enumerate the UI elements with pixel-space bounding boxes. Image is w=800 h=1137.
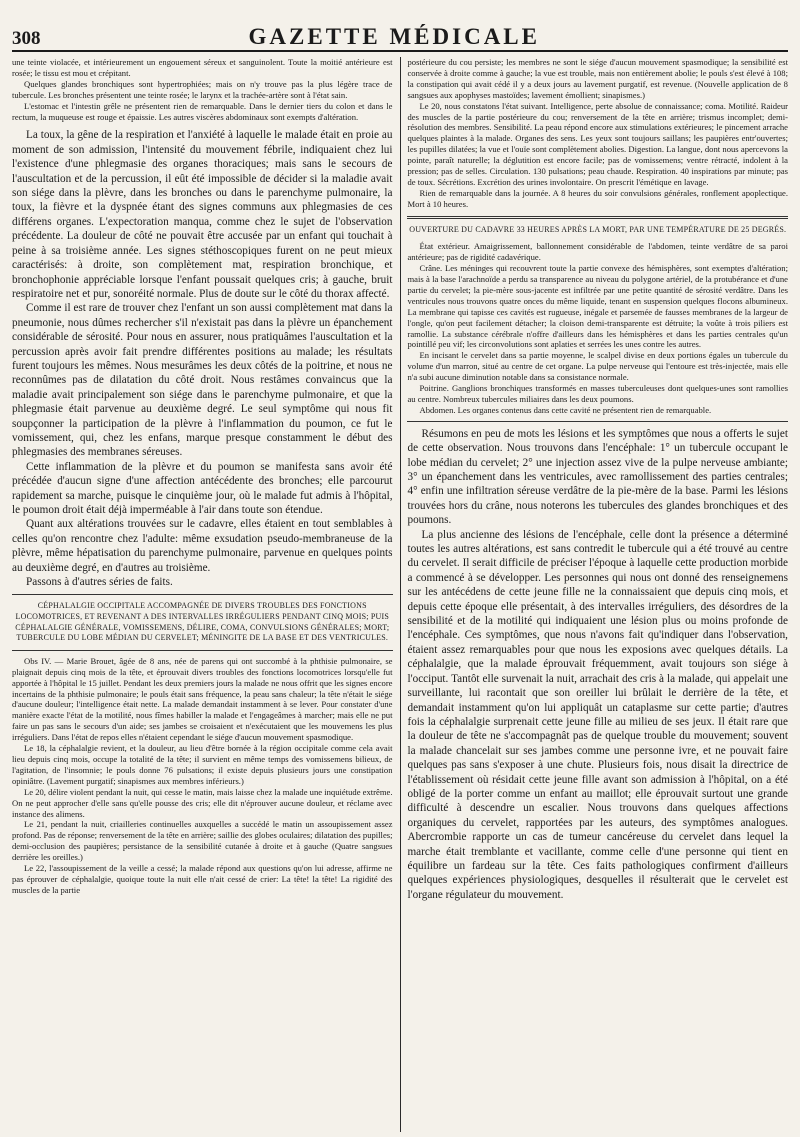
paragraph: Abdomen. Les organes contenus dans cette cavité ne présentent rien de remarquable. xyxy=(419,404,712,415)
paragraph: Passons à d'autres séries de faits. xyxy=(26,576,173,589)
divider xyxy=(407,421,788,422)
paragraph: Quelques glandes bronchiques sont hypertrophiées; mais on n'y trouve pas la plus légère trace de tubercule. Les bronches présentent une teinte rosée; le larynx et la trachée-artère sont à l'état sain. xyxy=(12,78,393,100)
section-heading: OUVERTURE DU CADAVRE 33 HEURES APRÈS LA MORT, PAR UNE TEMPÉRATURE DE 25 DEGRÉS. xyxy=(409,224,787,234)
column-rule xyxy=(400,57,401,1132)
paragraph: En incisant le cervelet dans sa partie moyenne, le scalpel divise en deux portions égales un tubercule du volume d'un marron, situé au centre de cet organe. La pulpe nerveuse qui l'entoure est très-injectée, mais elle n'a subi aucune diminution notable dans sa consistance normale. xyxy=(407,350,788,383)
right-column xyxy=(407,57,788,1132)
masthead-title: GAZETTE MÉDICALE xyxy=(248,24,540,49)
left-column xyxy=(12,57,393,1132)
paragraph: Le 20, délire violent pendant la nuit, qui cesse le matin, mais laisse chez la malade une inquiétude extrême. On ne peut approcher d'elle sans qu'elle pousse des cris; elle dit n'éprouver aucune douleur, et réclame avec instance des alimens. xyxy=(12,786,393,819)
page-number: 308 xyxy=(12,28,41,49)
columns xyxy=(12,57,788,1132)
paragraph: Résumons en peu de mots les lésions et les symptômes que nous a offerts le sujet de cette observation. Nous trouvons dans l'encéphale: 1° un tubercule occupant le lobe médian du cervelet; 2° une injection assez vive de la pulpe nerveuse ambiante; 3° un épanchement dans les ventricules, avec ramollissement des parties centrales; 4° enfin une infiltration séreuse verdâtre de la pie-mère de la base. Parmi les lésions trouvées hors du crâne, nous noterons les tubercules des glandes bronchiques et des poumons. xyxy=(407,427,788,527)
divider xyxy=(407,216,788,219)
paragraph: Rien de remarquable dans la journée. A 8 heures du soir convulsions générales, ronflement apoplectique. Mort à 10 heures. xyxy=(407,187,788,209)
page-header xyxy=(12,10,788,52)
paragraph: Comme il est rare de trouver chez l'enfant un son aussi complètement mat dans la pneumonie, nous dûmes rechercher s'il n'existait pas dans la plèvre un épanchement considérable de sérosité. Pour nous en assurer, nous pratiquâmes l'auscultation et la percussion après avoir fait prendre différentes positions au malade; les résultats furent toujours les mêmes. Nous mesurâmes les deux côtés de la poitrine, et nous ne reconnûmes pas de dilatation du côté droit. Nous restâmes convaincus que la maladie avait principalement son siége dans le parenchyme pulmonaire, et que la phlegmasie était parvenue au deuxième degré. Le seul symptôme qui nous fit soupçonner la participation de la plèvre à l'inflammation du poumon, ce fut le vomissement, qui, chez les enfans, marque presque constamment le début des phlegmasies des membranes séreuses. xyxy=(12,302,393,459)
paragraph: La plus ancienne des lésions de l'encéphale, celle dont la présence a déterminé toutes les autres altérations, est sans contredit le tubercule qui a été trouvé au centre du cervelet. Il serait difficile de préciser l'époque à laquelle cette production morbide a commencé à se développer. Les personnes qui nous ont donné des renseignemens sur les antécédens de cette jeune fille ne la connaissaient que depuis cinq mois, et depuis cette époque elle présentait, à des intervalles irréguliers, des désordres de la sensibilité et de la motilité qui indiquaient une lésion plus ou moins profonde de l'encéphale. Ces symptômes, que nous n'avons fait qu'indiquer dans l'observation, étaient assez remarquables pour que nous les exposions avec quelques détails. La céphalalgie, que la malade éprouvait fréquemment, avait toujours son siége à l'occiput. Tantôt elle survenait la nuit, arrachait des cris à la malade, qui appelait une surveillante, lui racontait que son oreiller lui brûlait le derrière de la tête, et demandait instamment qu'on lui appliquât un cataplasme sur cette partie; d'autres fois la céphalalgie surprenait cette jeune fille au milieu de ses jeux. Il était rare que la douleur de tête ne s'accompagnât pas de quelque trouble du mouvement; souvent la malade chancelait sur ses jambes comme une personne ivre, et ne pouvait faire quelques pas sans s'exposer à une chute. Plusieurs fois, nous disait la directrice de l'établissement où résidait cette jeune fille avant son admission à l'hôpital, on a été obligé de la porter comme un enfant au maillot; elle éprouvait surtout une grande difficulté à descendre un escalier. Nous trouvons dans quelques affections organiques du cervelet, rapportées par les auteurs, des symptômes analogues. Abercrombie rapporte un cas de tumeur cancéreuse du cervelet dans lequel la marche était tremblante et vacillante, comme celle d'une personne qui tient en équilibre un fardeau sur la tête. Ces faits pathologiques confirment d'ailleurs quelques expériences physiologiques, desquelles il résulterait que le cervelet est l'organe régulateur du mouvement. xyxy=(407,528,788,901)
paragraph: Obs IV. — Marie Brouet, âgée de 8 ans, née de parens qui ont succombé à la phthisie pulmonaire, se plaignait depuis cinq mois de la tête, et éprouvait divers troubles des fonctions locomotrices lorsqu'elle fut apportée à l'hôpital le 15 juillet. Pendant les deux premiers jours la malade ne nous offrit que les signes encore incertains de la phthisie pulmonaire; le pouls était sans fréquence, la peau sans chaleur; la tête n'était le siége d'aucune douleur; l'intelligence était nette. La malade demandait instamment à se lever. Pour constater d'une manière exacte l'état de la motilité, nous fîmes habiller la malade et l'engageâmes à marcher; mais elle ne put faire un pas sans le secours d'un aide; ses jambes se croisaient et n'exécutaient que les mouvemens les plus irréguliers. Dans l'état de repos elles n'étaient cependant le siége d'aucun mouvement spasmodique. xyxy=(12,655,393,743)
divider xyxy=(12,594,393,595)
paragraph: Le 20, nous constatons l'état suivant. Intelligence, perte absolue de connaissance; coma. Motilité. Raideur des muscles de la partie postérieure du cou; renversement de la tête en arrière; trismus incomplet; demi-résolution des membres. Sensibilité. La peau répond encore aux stimulations extérieures; le pincement arrache quelques plaintes à la malade. Organes des sens. Les yeux sont toujours saillans; les paupières entr'ouvertes; les pupilles dilatées; la vue et l'ouïe sont complètement abolies. Digestion. La langue, dont nous apercevons la pointe, paraît naturelle; la déglutition est encore facile; pas de vomissemens; ventre rétracté, indolent à la pression; pas de selles. Circulation. 130 pulsations; peau chaude. Respiration. 40 inspirations par minute; pas de toux. Sécrétions. Excrétion des urines involontaire. On prescrit l'émétique en lavage. xyxy=(407,100,788,187)
paragraph: Poitrine. Ganglions bronchiques transformés en masses tuberculeuses dont quelques-unes sont ramollies au centre. Nombreux tubercules miliaires dans les deux poumons. xyxy=(407,383,788,404)
paragraph: Le 18, la céphalalgie revient, et la douleur, au lieu d'être bornée à la région occipitale comme cela avait lieu depuis cinq mois, occupe la totalité de la tête; il survient en même temps des vomissemens bilieux, de l'agitation, de l'insomnie; le pouls donne 76 pulsations; il existe depuis plusieurs jours une constipation opiniâtre. (Lavement purgatif; sinapismes aux membres inférieurs.) xyxy=(12,743,393,786)
paragraph: Crâne. Les méninges qui recouvrent toute la partie convexe des hémisphères, sont exemptes d'altération; mais à la base l'arachnoïde a perdu sa transparence au niveau du polygone artériel, de la protubérance et d'une partie du cervelet; la pie-mère sous-jacente est infiltrée par une petite quantité de sérosité verdâtre. Dans les ventricules nous trouvons quatre onces du même liquide, tenant en suspension quelques flocons albumineux. La membrane qui tapisse ces cavités est rugueuse, inégale et parsemée de fausses membranes de la largeur de l'ongle, qu'on peut facilement détacher; la cloison demi-transparente est détruite; la voûte à trois piliers est ramollie. La substance cérébrale n'offre d'ailleurs dans les hémisphères et dans les parties centrales qu'un pointillé peu vif; les circonvolutions sont aplaties et serrées les unes contre les autres. xyxy=(407,263,788,350)
paragraph: La toux, la gêne de la respiration et l'anxiété à laquelle le malade était en proie au moment de son admission, l'intensité du mouvement fébrile, indiquaient chez lui l'existence d'une phlegmasie des organes thoraciques; mais sans le secours de l'auscultation et de la percussion, il eût été impossible de décider si la maladie avait son siége dans la plèvre, dans les bronches ou dans le parenchyme pulmonaire, la toux, la fièvre et la dyspnée étant des signes communs aux phlegmasies de ces différens organes. L'expectoration manqua, comme chez le sujet de l'observation précédente. La douleur de côté ne pouvait être accusée par un enfant qui touchait à peine à sa troisième année. Les signes stéthoscopiques furent on ne peut mieux caractérisés: à droite, son complètement mat, respiration bronchique, et bronchophonie appréciable lorsque l'enfant poussait quelques cris; à gauche, bruit respiratoire net et pur, sonoréité normale. Plus de doute sur le côté du thorax affecté. xyxy=(12,129,393,300)
paragraph: postérieure du cou persiste; les membres ne sont le siége d'aucun mouvement spasmodique; la sensibilité est conservée à droite comme à gauche; la vue est trouble, mais non entièrement abolie; le pouls s'est élevé à 108; la constipation qui avait cédé il y a deux jours au lavement purgatif, est revenue. (Nouvelle application de 8 sangsues aux apophyses mastoïdes; lavement émollient; sinapismes.) xyxy=(407,57,788,100)
paragraph: Le 22, l'assoupissement de la veille a cessé; la malade répond aux questions qu'on lui adresse, affirme ne pas éprouver de céphalalgie, quoique toute la nuit elle n'ait cessé de crier: La tête! la tête! La rigidité des muscles de la partie xyxy=(12,863,393,895)
paragraph: L'estomac et l'intestin grêle ne présentent rien de remarquable. Dans le dernier tiers du colon et dans le rectum, la muqueuse est rouge et épaissie. Les autres viscères abdominaux sont exempts d'altération. xyxy=(12,100,393,122)
paragraph: État extérieur. Amaigrissement, ballonnement considérable de l'abdomen, teinte verdâtre de sa paroi antérieure; pas de rigidité cadavérique. xyxy=(407,241,788,263)
paragraph: une teinte violacée, et intérieurement un engouement séreux et sanguinolent. Toute la moitié antérieure est rosée; le tissu est mou et crépitant. xyxy=(12,57,393,78)
paragraph: Le 21, pendant la nuit, criailleries continuelles auxquelles a succédé le matin un assoupissement assez profond. Pas de réponse; renversement de la tête en arrière; saillie des globes oculaires; dilatation des pupilles; demi-occlusion des paupières; persistance de la sensibilité cutanée à droite et à gauche (Quatre sangsues derrière les oreilles.) xyxy=(12,819,393,863)
section-heading: CÉPHALALGIE OCCIPITALE ACCOMPAGNÉE DE DIVERS TROUBLES DES FONCTIONS LOCOMOTRICES, ET REVENANT A DES INTERVALLES IRRÉGULIERS PENDANT CINQ MOIS; PUIS CÉPHALALGIE GÉNÉRALE, VOMISSEMENS, DÉLIRE, COMA, CONVULSIONS GÉNÉRALES; MORT; TUBERCULE DU LOBE MÉDIAN DU CERVELET; MÉNINGITE DE LA BASE ET DES VENTRICULES. xyxy=(15,601,390,643)
paragraph: Cette inflammation de la plèvre et du poumon se manifesta sans avoir été précédée d'aucun signe d'une affection antécédente des bronches; elle parcourut rapidement sa marche, puisque le cinquième jour, où le malade fut admis à l'hôpital, le poumon droit était déjà imperméable à l'air dans toute son étendue. xyxy=(12,460,393,516)
divider xyxy=(12,650,393,651)
paragraph: Quant aux altérations trouvées sur le cadavre, elles étaient en tout semblables à celles qu'on rencontre chez l'adulte: même exsudation pseudo-membraneuse de la plèvre, même hépatisation du parenchyme pulmonaire, parvenue en quelques points au deuxième degré, en d'autres au troisième. xyxy=(12,518,393,574)
